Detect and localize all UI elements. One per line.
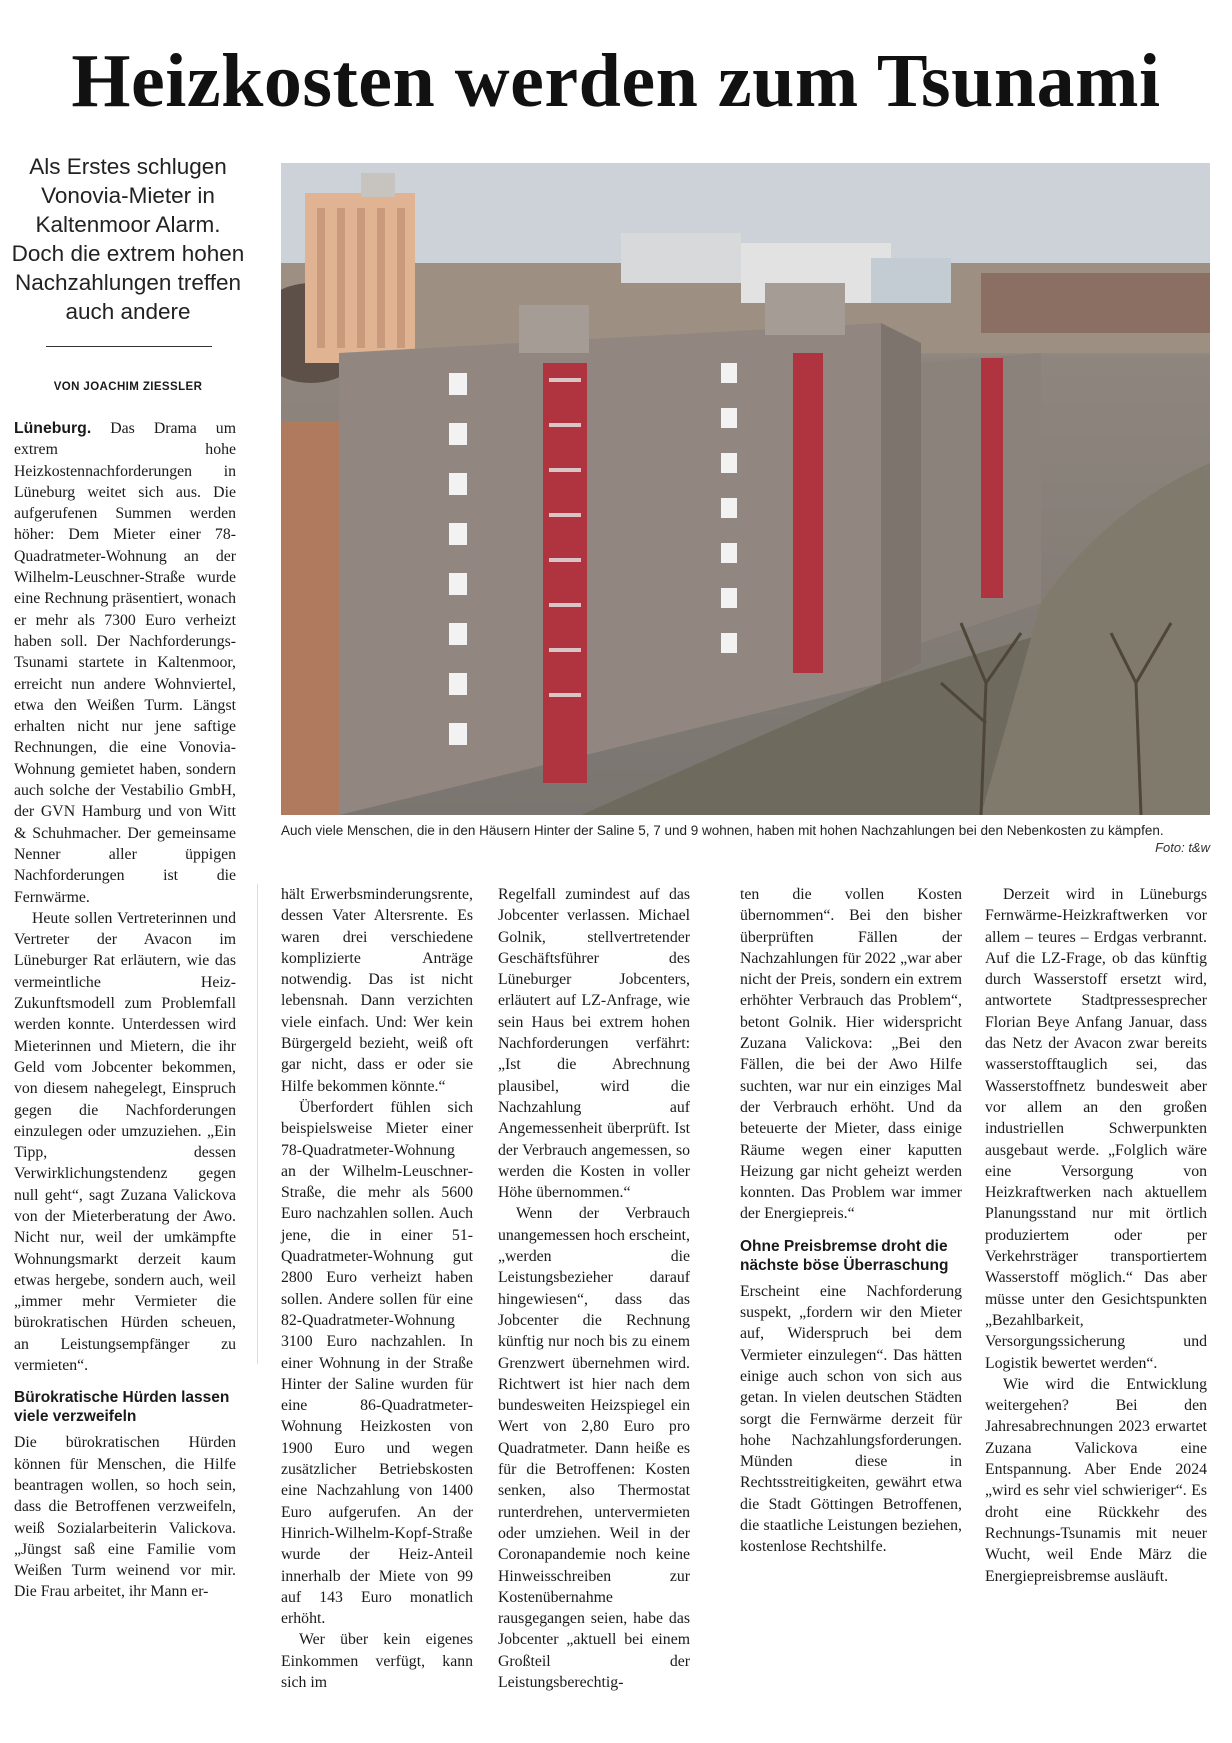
paragraph: Die bürokratischen Hürden können für Menschen, die Hilfe beantragen wollen, so hoch sein, dass die Betroffenen verzweifeln, weiß Sozialarbeiterin Valickova. „Jüngst saß eine Familie vom Weißen Turm weinend vor mir. Die Frau arbeitet, ihr Mann er- bbox=[14, 1434, 236, 1601]
article-column-3 bbox=[498, 884, 690, 1693]
paragraph: Überfordert fühlen sich beispielsweise Mieter einer 78-Quadratmeter-Wohnung an der Wilhelm-Leuschner-Straße, die mehr als 5600 Euro nachzahlen sollen. Auch jene, die in einer 51-Quadratmeter-Wohnung gut 2800 Euro verheizt haben sollen. Andere sollen für eine 82-Quadratmeter-Wohnung 3100 Euro nachzahlen. In einer Wohnung in der Straße Hinter der Saline wurden für eine 86-Quadratmeter-Wohnung Heizkosten von 1900 Euro und wegen zusätzlicher Betriebskosten eine Nachzahlung von 1400 Euro aufgerufen. An der Hinrich-Wilhelm-Kopf-Straße wurde der Heiz-Anteil innerhalb der Miete von 99 auf 143 Euro monatlich erhöht. bbox=[281, 1098, 473, 1628]
article-column-1 bbox=[14, 418, 236, 1603]
dateline: Lüneburg. bbox=[14, 420, 92, 437]
article-headline: Heizkosten werden zum Tsunami bbox=[71, 39, 1161, 123]
apartment-building-photo-illustration bbox=[281, 163, 1210, 815]
paragraph: ten die vollen Kosten übernommen“. Bei den bisher überprüften Fällen der Nachzahlungen für 2022 „war aber nicht der Preis, sondern ein extrem erhöhter Verbrauch das Problem“, betont Golnik. Hier widerspricht Zuzana Valickova: „Bei den Fällen, die bei der Awo Hilfe suchten, war nur ein einziges Mal der Verbrauch erhöht. Und da beteuerte der Mieter, dass einige Räume wegen einer kaputten Heizung gar nicht geheizt werden konnten. Das Problem war immer der Energiepreis.“ bbox=[740, 886, 962, 1223]
photo-credit: Foto: t&w bbox=[1155, 840, 1210, 855]
paragraph: Wenn der Verbrauch unangemessen hoch erscheint, „werden die Leistungsbezieher darauf hingewiesen“, dass das Jobcenter die Rechnung künftig nur noch bis zu einem Grenzwert übernehmen wird. Richtwert ist hier nach dem bundesweiten Heizspiegel ein Wert von 2,80 Euro pro Quadratmeter. Dann heiße es für die Betroffenen: Kosten senken, also Thermostat runterdrehen, untervermieten oder umziehen. Weil in der Coronapandemie noch keine Hinweisschreiben zur Kostenübernahme rausgegangen seien, habe das Jobcenter „aktuell bei einem Großteil der Leistungsberechtig- bbox=[498, 1205, 690, 1691]
byline: VON JOACHIM ZIESSLER bbox=[53, 381, 203, 393]
deck-divider bbox=[46, 346, 212, 347]
paragraph: Wie wird die Entwicklung weitergehen? Bei den Jahresabrechnungen 2023 erwartet Zuzana Valickova eine Entspannung. Aber Ende 2024 „wird es sehr viel schwieriger“. Es droht eine Rückkehr des Rechnungs-Tsunamis mit neuer Wucht, weil Ende März die Energiepreisbremse ausläuft. bbox=[985, 1375, 1207, 1585]
article-column-5 bbox=[985, 884, 1207, 1587]
article-column-2 bbox=[281, 884, 473, 1693]
column-divider bbox=[257, 884, 258, 1364]
article-deck: Als Erstes schlugen Vonovia-Mieter in Kaltenmoor Alarm. Doch die extrem hohen Nachzahlungen treffen auch andere bbox=[11, 154, 245, 324]
paragraph: Heute sollen Vertreterinnen und Vertreter der Avacon im Lüneburger Rat erläutern, wie das vermeintliche Heiz-Zukunftsmodell zum Problemfall werden konnte. Unterdessen wird Mieterinnen und Mietern, die ihr Geld vom Jobcenter bekommen, von diesem nahegelegt, Einspruch gegen die Nachforderungen einzulegen oder umzuziehen. „Ein Tipp, dessen Verwirklichungstendenz gegen null geht“, sagt Zuzana Valickova von der Mieterberatung der Awo. Nicht nur, weil der umkämpfte Wohnungsmarkt derzeit kaum etwas hergebe, sondern auch, weil „immer mehr Vermieter die bürokratischen Hürden scheuen, an Leistungsempfänger zu vermieten“. bbox=[14, 909, 236, 1375]
paragraph: Regelfall zumindest auf das Jobcenter verlassen. Michael Golnik, stellvertretender Geschäftsführer des Lüneburger Jobcenters, erläutert auf LZ-Anfrage, wie sein Haus bei extrem hohen Nachforderungen verfährt: „Ist die Abrechnung plausibel, wird die Nachzahlung auf Angemessenheit überprüft. Ist der Verbrauch angemessen, so werden die Kosten in voller Höhe übernommen.“ bbox=[498, 886, 690, 1202]
paragraph: Wer über kein eigenes Einkommen verfügt, kann sich im bbox=[281, 1631, 473, 1691]
subheading: Ohne Preisbremse droht die nächste böse Überraschung bbox=[740, 1237, 949, 1274]
paragraph: hält Erwerbsminderungsrente, dessen Vater Altersrente. Es waren drei verschiedene komplizierte Anträge notwendig. Das ist nicht lebensnah. Dann verzichten viele einfach. Und: Wer kein Bürgergeld bezieht, weiß oft gar nicht, dass er oder sie Hilfe bekommen könnte.“ bbox=[281, 886, 473, 1095]
subheading: Bürokratische Hürden lassen viele verzweifeln bbox=[14, 1389, 230, 1426]
article-column-4 bbox=[740, 884, 962, 1558]
paragraph: Das Drama um extrem hohe Heizkostennachforderungen in Lüneburg weitet sich aus. Die aufgerufenen Summen werden höher: Dem Mieter einer 78-Quadratmeter-Wohnung an der Wilhelm-Leuschner-Straße wurde eine Rechnung präsentiert, wonach er mehr als 7300 Euro verheizt haben soll. Der Nachforderungs-Tsunami startete in Kaltenmoor, erreicht nun andere Wohnviertel, etwa den Weißen Turm. Längst erhalten nicht nur jene saftige Rechnungen, die eine Vonovia-Wohnung gemietet haben, sondern auch solche der Vestabilio GmbH, der GVN Hamburg und von Witt & Schuhmacher. Der gemeinsame Nenner aller üppigen Nachforderungen ist die Fernwärme. bbox=[14, 420, 236, 906]
paragraph: Derzeit wird in Lüneburgs Fernwärme-Heizkraftwerken vor allem – teures – Erdgas verbrannt. Auf die LZ-Frage, ob das künftig durch Wasserstoff ersetzt wird, antwortete Stadtpressesprecher Florian Beye Anfang Januar, dass das Netz der Avacon zwar bereits wasserstofftauglich sei, das Wasserstoffnetz bundesweit aber vor allem an den großen industriellen Schwerpunkten ausgebaut werde. „Folglich wäre eine Versorgung von Heizkraftwerken nach aktuellem Planungsstand nur mit örtlich produziertem oder per Verkehrsträger transportiertem Wasserstoff möglich.“ Das aber müsse unter den Gesichtspunkten „Bezahlbarkeit, Versorgungssicherung und Logistik bewertet werden“. bbox=[985, 886, 1207, 1372]
paragraph: Erscheint eine Nachforderung suspekt, „fordern wir den Mieter auf, Widerspruch bei dem Vermieter einzulegen“. Das hätten einige auch schon von sich aus getan. In vielen deutschen Städten sorgt die Fernwärme derzeit für hohe Nachzahlungsforderungen. Münden diese in Rechtsstreitigkeiten, gewährt etwa die Stadt Göttingen Betroffenen, die staatliche Leistungen beziehen, kostenlose Rechtshilfe. bbox=[740, 1282, 962, 1556]
article-photo bbox=[281, 163, 1210, 815]
photo-caption: Auch viele Menschen, die in den Häusern Hinter der Saline 5, 7 und 9 wohnen, haben mit hohen Nachzahlungen bei den Nebenkosten zu kämpfen. bbox=[281, 823, 1164, 838]
